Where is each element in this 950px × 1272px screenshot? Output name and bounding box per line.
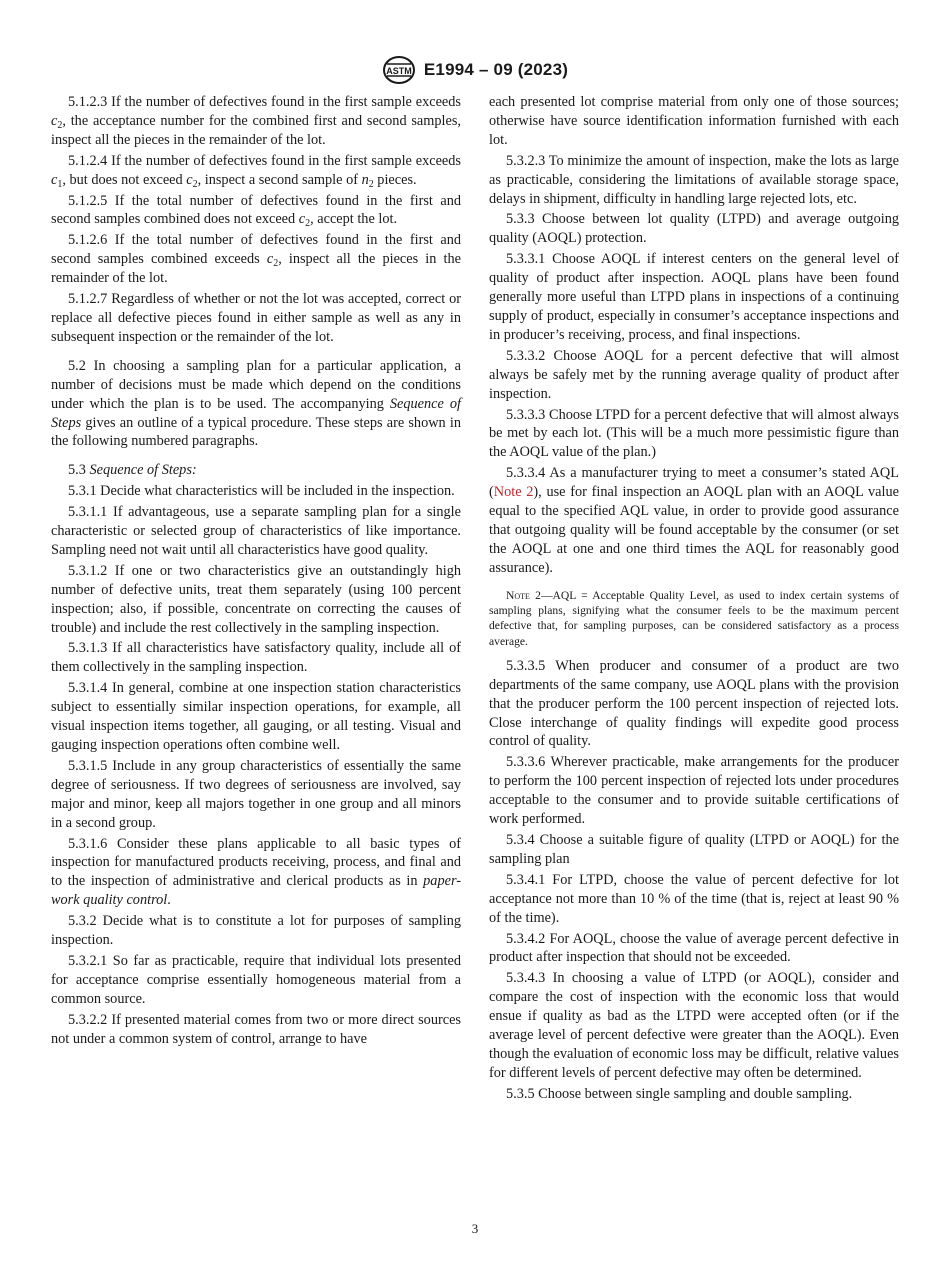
- note-label: Note 2: [506, 588, 541, 602]
- astm-logo-text: ASTM: [386, 66, 412, 76]
- para-5-3-3-4: 5.3.3.4 As a manufacturer trying to meet a consumer’s stated AQL (Note 2), use for final inspection an AOQL plan with an AOQL value equal to the specified AQL value, in order to provide good assurance that outgoing quality will be found acceptable by the consumer (or set the AOQL at one and one third times the AQL for reasonably good assurance).: [489, 465, 899, 576]
- para-5-1-2-5: 5.1.2.5 If the total number of defectives found in the first and second samples combined does not exceed $c_2$, accept the lot.: [51, 192, 461, 230]
- note-text: —AQL = Acceptable Quality Level, as used to index certain systems of sampling plans, signifying what the consumer feels to be the maximum percent defective that, for sampling purposes, can be considered satisfactory as a process average.: [489, 588, 899, 648]
- para-5-2: 5.2 In choosing a sampling plan for a particular application, a number of decisions must be made which depend on the conditions under which the plan is to be used. The accompanying Sequence of Steps gives an outline of a typical procedure. These steps are shown in the following numbered paragraphs.: [51, 357, 461, 450]
- para-5-1-2-7: 5.1.2.7 Regardless of whether or not the lot was accepted, correct or replace all defective pieces found in either sample as well as any in subsequent inspection or the remainder of the lot.: [51, 291, 461, 345]
- para-5-1-2-3: 5.1.2.3 If the number of defectives found in the first sample exceeds $c_2$, the acceptance number for the combined first and second samples, inspect all the pieces in the remainder of the lot.: [51, 94, 461, 148]
- page-header: [0, 55, 950, 85]
- para-5-3-4-3: 5.3.4.3 In choosing a value of LTPD (or AOQL), consider and compare the cost of inspection with the economic loss that would ensue if quality as bad as the LTPD were accepted often (or if the average level of percent defective were greater than the AOQL). Even though the evaluation of economic loss may be difficult, relative values for different levels of percent defective may often be determined.: [489, 970, 899, 1081]
- page-number: 3: [471, 1221, 479, 1236]
- para-5-3-4-1: 5.3.4.1 For LTPD, choose the value of percent defective for lot acceptance not more than 10 % of the time (that is, reject at least 90 % of the time).: [489, 871, 899, 926]
- para-5-3-3-3: 5.3.3.3 Choose LTPD for a percent defective that will almost always be met by each lot. (This will be a much more pessimistic figure than the AOQL value of the plan.): [489, 406, 899, 461]
- right-column: [489, 93, 899, 1106]
- para-5-3-4: 5.3.4 Choose a suitable figure of quality (LTPD or AOQL) for the sampling plan: [489, 832, 899, 867]
- para-5-3-1-2: 5.3.1.2 If one or two characteristics give an outstandingly high number of defective units, treat them separately (using 100 percent inspection; also, if possible, concentrate on correcting the causes of trouble) and include the rest collectively in the sampling inspection.: [51, 562, 461, 636]
- para-5-3-2-3: 5.3.2.3 To minimize the amount of inspection, make the lots as large as practicable, considering the limitations of available storage space, delays in shipment, difficulty in handling large rejected lots, etc.: [489, 152, 899, 207]
- para-5-3-2-2-continued: each presented lot comprise material from only one of those sources; otherwise have source identification information furnished with each lot.: [489, 94, 899, 148]
- note-2: [489, 588, 899, 649]
- note-2-link[interactable]: Note 2: [493, 484, 534, 501]
- left-column: [51, 93, 461, 1051]
- para-5-3-3: 5.3.3 Choose between lot quality (LTPD) and average outgoing quality (AOQL) protection.: [489, 211, 899, 247]
- para-5-3-1-1: 5.3.1.1 If advantageous, use a separate sampling plan for a single characteristic or selected group of characteristics of like importance. Sampling need not wait until all characteristics have good quality.: [51, 504, 461, 558]
- astm-logo-icon: [382, 55, 416, 85]
- para-5-3-3-2: 5.3.3.2 Choose AOQL for a percent defective that will almost always be safely met by the running average quality of product after inspection.: [489, 347, 899, 402]
- para-5-1-2-4: 5.1.2.4 If the number of defectives found in the first sample exceeds $c_1$, but does not exceed $c_2$, inspect a second sample of $n_2$ pieces.: [51, 152, 461, 190]
- para-5-3: 5.3 Sequence of Steps:: [68, 462, 197, 479]
- para-5-3-3-6: 5.3.3.6 Wherever practicable, make arrangements for the producer to perform the 100 percent inspection of rejected lots under procedures acceptable to the consumer and to provide suitable certifications of work performed.: [489, 754, 899, 828]
- para-5-3-1: 5.3.1 Decide what characteristics will be included in the inspection.: [68, 483, 455, 500]
- para-5-3-2-2: 5.3.2.2 If presented material comes from two or more direct sources not under a common system of control, arrange to have: [51, 1011, 461, 1047]
- para-5-3-3-1: 5.3.3.1 Choose AOQL if interest centers on the general level of quality of product after inspection. AOQL plans have been found generally more useful than LTPD plans in inspections of a continuing supply of product, especially in consumer’s acceptance inspections and in producer’s receiving, process, and final inspections.: [489, 251, 899, 343]
- para-5-3-3-5: 5.3.3.5 When producer and consumer of a product are two departments of the same company, use AOQL plans with the provision that the producer perform the 100 percent inspection of rejected lots. Close interchange of quality findings will expedite good process control of quality.: [489, 657, 899, 750]
- para-5-3-5: 5.3.5 Choose between single sampling and double sampling.: [506, 1085, 853, 1102]
- para-5-3-1-5: 5.3.1.5 Include in any group characteristics of essentially the same degree of seriousness. If two degrees of seriousness are involved, say major and minor, keep all majors together in one group and all minors in a second group.: [51, 757, 461, 831]
- para-5-1-2-6: 5.1.2.6 If the total number of defectives found in the first and second samples combined exceeds $c_2$, inspect all the pieces in the remainder of the lot.: [51, 232, 461, 287]
- para-5-3-2: 5.3.2 Decide what is to constitute a lot for purposes of sampling inspection.: [51, 913, 461, 949]
- para-5-3-2-1: 5.3.2.1 So far as practicable, require that individual lots presented for acceptance comprise essentially homogeneous material from a common source.: [51, 952, 461, 1007]
- document-designation: E1994 – 09 (2023): [423, 60, 569, 79]
- para-5-3-4-2: 5.3.4.2 For AOQL, choose the value of average percent defective in product after inspection that should not be exceeded.: [489, 930, 899, 966]
- para-5-3-1-6: 5.3.1.6 Consider these plans applicable to all basic types of inspection for manufactured products receiving, process, and final and to the inspection of administrative and clerical products as in paper-work quality control.: [51, 835, 461, 909]
- para-5-3-1-3: 5.3.1.3 If all characteristics have satisfactory quality, include all of them collectively in the sampling inspection.: [51, 640, 461, 676]
- para-5-3-1-4: 5.3.1.4 In general, combine at one inspection station characteristics subject to essentially similar inspection operations, for example, all visual inspection items together, all gauging, or all testing. Visual and gauging inspection operations often combine well.: [51, 680, 461, 753]
